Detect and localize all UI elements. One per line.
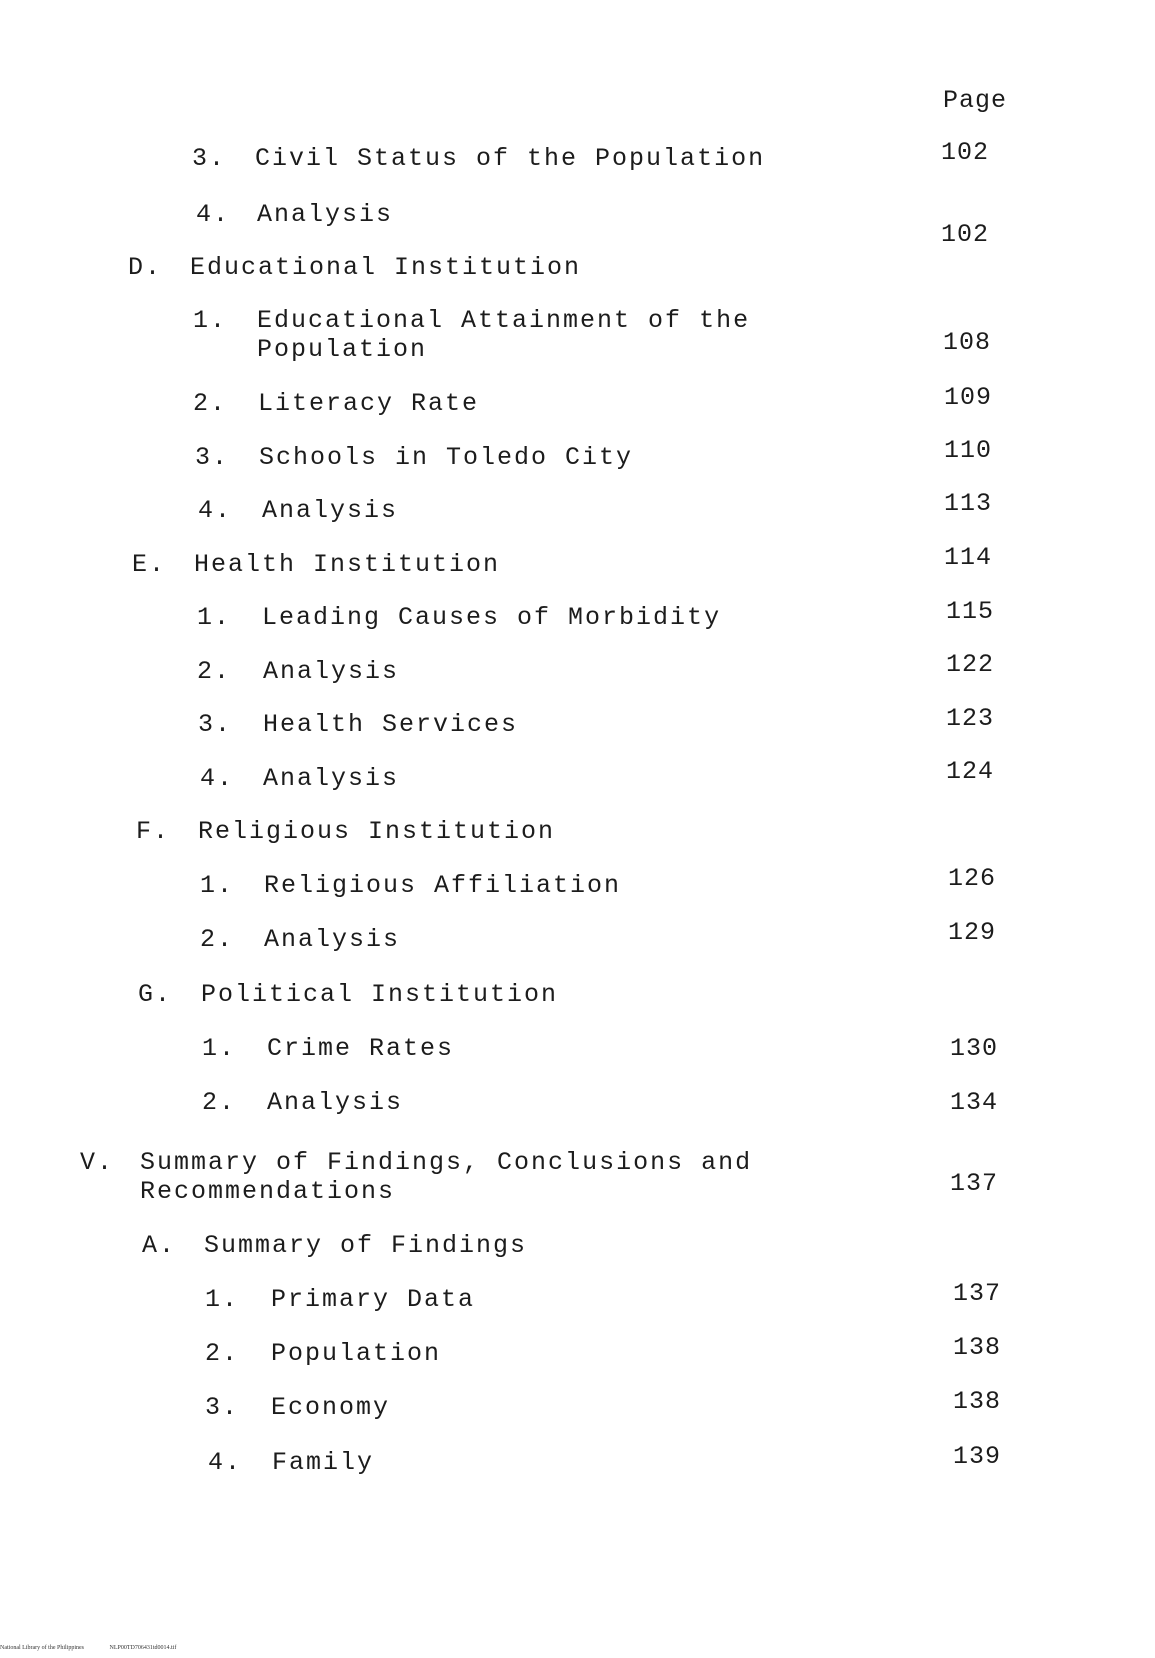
section-letter: A. [142, 1231, 177, 1260]
entry-number: 2. [193, 389, 228, 418]
entry-page: 109 [944, 383, 993, 412]
entry-page: 113 [944, 489, 993, 518]
entry-number: 3. [195, 443, 230, 472]
entry-page: 110 [944, 436, 993, 465]
entry-title: Leading Causes of Morbidity [262, 603, 722, 632]
entry-number: 4. [200, 764, 235, 793]
entry-page: 102 [941, 138, 990, 167]
section-title: Summary of Findings [204, 1231, 528, 1260]
entry-page: 138 [953, 1387, 1002, 1416]
entry-title: Educational Attainment of the [257, 306, 751, 335]
entry-title: Population [271, 1339, 442, 1368]
section-title: Educational Institution [190, 253, 582, 282]
section-title: Health Institution [194, 550, 501, 579]
entry-title-continued: Population [257, 335, 428, 364]
page-column-header: Page [943, 86, 1008, 115]
library-name: National Library of the Philippines [0, 1645, 84, 1651]
section-title: Political Institution [201, 980, 559, 1009]
entry-number: 1. [193, 306, 228, 335]
entry-page: 108 [943, 328, 992, 357]
entry-title: Analysis [264, 925, 401, 954]
entry-page: 115 [946, 597, 995, 626]
entry-title: Crime Rates [267, 1034, 455, 1063]
entry-title: Civil Status of the Population [255, 144, 766, 173]
entry-number: 3. [205, 1393, 240, 1422]
entry-page: 114 [944, 543, 993, 572]
chapter-title: Summary of Findings, Conclusions and [140, 1148, 753, 1177]
entry-number: 1. [200, 871, 235, 900]
entry-page: 122 [946, 650, 995, 679]
entry-title: Analysis [257, 200, 394, 229]
entry-title: Schools in Toledo City [259, 443, 634, 472]
entry-number: 2. [197, 657, 232, 686]
entry-number: 4. [198, 496, 233, 525]
section-letter: F. [136, 817, 171, 846]
section-title: Religious Institution [198, 817, 556, 846]
entry-number: 3. [192, 144, 227, 173]
entry-number: 4. [196, 200, 231, 229]
file-id: NLP00TD706431td0014.tif [109, 1645, 177, 1651]
chapter-numeral: V. [80, 1148, 115, 1177]
entry-number: 1. [205, 1285, 240, 1314]
chapter-title-continued: Recommendations [140, 1177, 396, 1206]
entry-page: 134 [950, 1088, 999, 1117]
entry-number: 2. [200, 925, 235, 954]
entry-title: Analysis [262, 496, 399, 525]
entry-number: 2. [202, 1088, 237, 1117]
entry-title: Economy [271, 1393, 391, 1422]
entry-number: 1. [197, 603, 232, 632]
entry-page: 137 [953, 1279, 1002, 1308]
section-letter: D. [128, 253, 163, 282]
entry-page: 138 [953, 1333, 1002, 1362]
entry-number: 1. [202, 1034, 237, 1063]
entry-page: 130 [950, 1034, 999, 1063]
section-letter: G. [138, 980, 173, 1009]
section-letter: E. [132, 550, 167, 579]
entry-title: Analysis [263, 764, 400, 793]
entry-page: 102 [941, 220, 990, 249]
entry-title: Religious Affiliation [264, 871, 622, 900]
entry-number: 2. [205, 1339, 240, 1368]
scan-footer [0, 1645, 200, 1651]
entry-title: Health Services [263, 710, 519, 739]
entry-title: Primary Data [271, 1285, 476, 1314]
entry-number: 3. [198, 710, 233, 739]
entry-title: Family [272, 1448, 375, 1477]
entry-page: 139 [953, 1442, 1002, 1471]
entry-title: Analysis [267, 1088, 404, 1117]
entry-page: 129 [948, 918, 997, 947]
entry-title: Analysis [263, 657, 400, 686]
entry-title: Literacy Rate [258, 389, 480, 418]
entry-page: 123 [946, 704, 995, 733]
entry-page: 124 [946, 757, 995, 786]
entry-page: 137 [950, 1169, 999, 1198]
entry-page: 126 [948, 864, 997, 893]
entry-number: 4. [208, 1448, 243, 1477]
